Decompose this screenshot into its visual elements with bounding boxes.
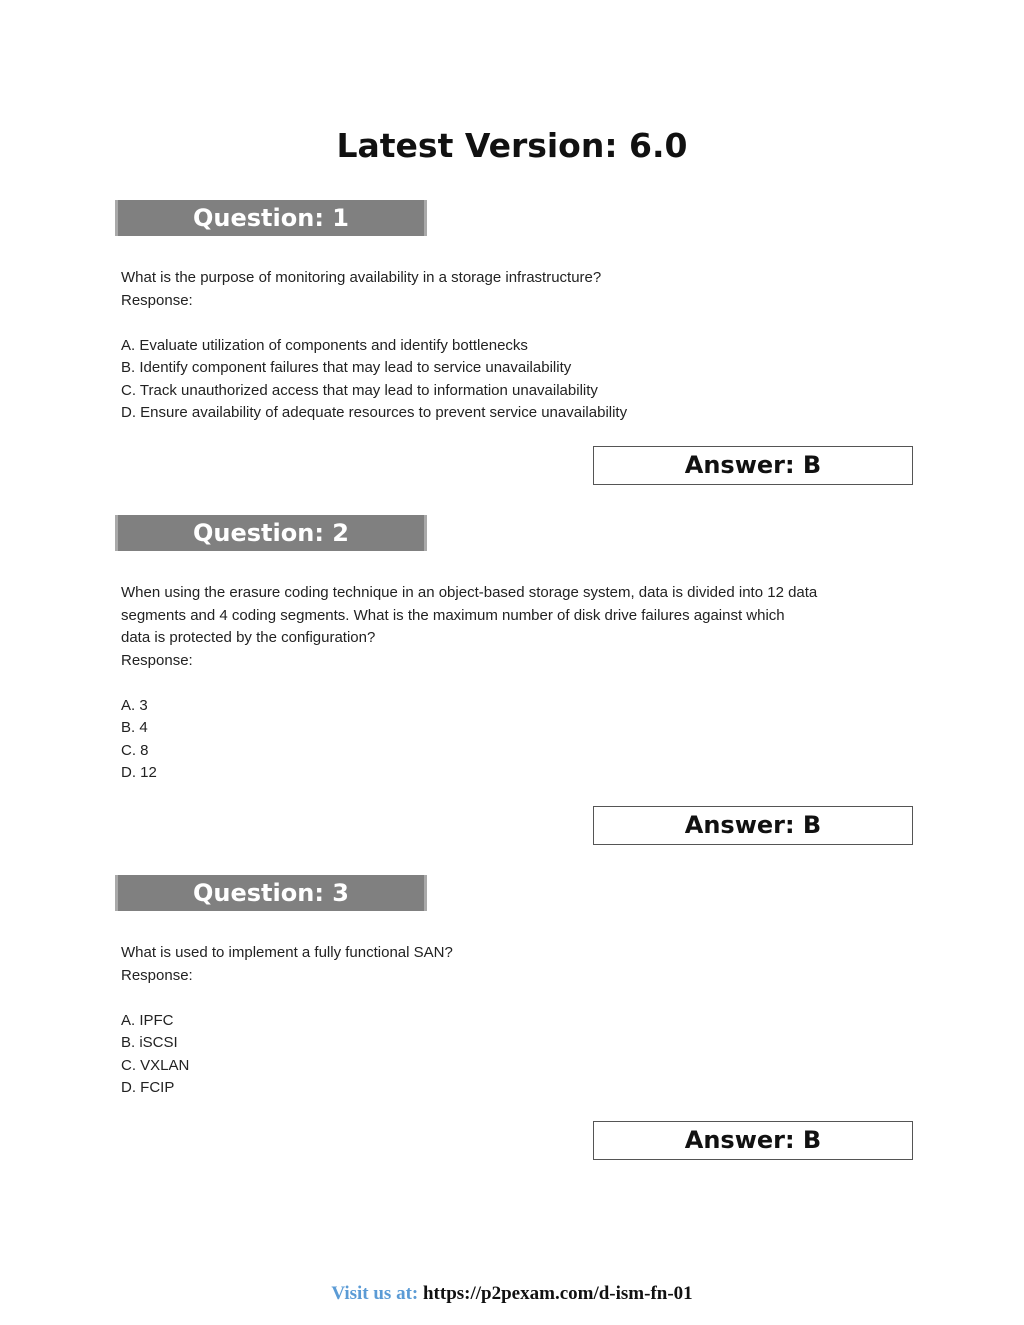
question-header: Question: 2 bbox=[115, 515, 427, 551]
question-header: Question: 3 bbox=[115, 875, 427, 911]
option-a: A. Evaluate utilization of components and identify bottlenecks bbox=[121, 336, 528, 354]
option-b: B. 4 bbox=[121, 719, 148, 736]
footer-url-link[interactable]: https://p2pexam.com/d-ism-fn-01 bbox=[422, 1283, 693, 1304]
footer bbox=[0, 1280, 1024, 1308]
question-text: What is used to implement a fully functional SAN? bbox=[121, 944, 453, 961]
option-b: B. iSCSI bbox=[121, 1034, 178, 1051]
page-title: Latest Version: 6.0 bbox=[336, 126, 688, 165]
question-text: data is protected by the configuration? bbox=[121, 629, 376, 646]
option-c: C. 8 bbox=[121, 741, 149, 759]
option-d: D. FCIP bbox=[121, 1079, 175, 1096]
response-label: Response: bbox=[121, 966, 193, 984]
question-text: When using the erasure coding technique in an object-based storage system, data is divided into 12 data bbox=[121, 584, 818, 601]
question-text: segments and 4 coding segments. What is the maximum number of disk drive failures against which bbox=[121, 606, 785, 624]
option-a: A. IPFC bbox=[121, 1011, 174, 1029]
question-header: Question: 1 bbox=[115, 200, 427, 236]
option-b: B. Identify component failures that may lead to service unavailability bbox=[121, 359, 572, 376]
option-a: A. 3 bbox=[121, 696, 148, 714]
answer-box-2: Answer: B bbox=[593, 806, 913, 845]
question-text: What is the purpose of monitoring availability in a storage infrastructure? bbox=[121, 269, 602, 286]
option-d: D. Ensure availability of adequate resources to prevent service unavailability bbox=[121, 404, 628, 421]
answer-box-1: Answer: B bbox=[593, 446, 913, 485]
question-body bbox=[121, 942, 911, 1100]
option-d: D. 12 bbox=[121, 764, 157, 781]
question-body bbox=[121, 267, 911, 425]
response-label: Response: bbox=[121, 651, 193, 669]
option-c: C. VXLAN bbox=[121, 1056, 190, 1074]
footer-label: Visit us at: bbox=[331, 1283, 419, 1304]
option-c: C. Track unauthorized access that may lead to information unavailability bbox=[121, 381, 598, 399]
question-body bbox=[121, 582, 911, 785]
response-label: Response: bbox=[121, 291, 193, 309]
answer-box-3: Answer: B bbox=[593, 1121, 913, 1160]
